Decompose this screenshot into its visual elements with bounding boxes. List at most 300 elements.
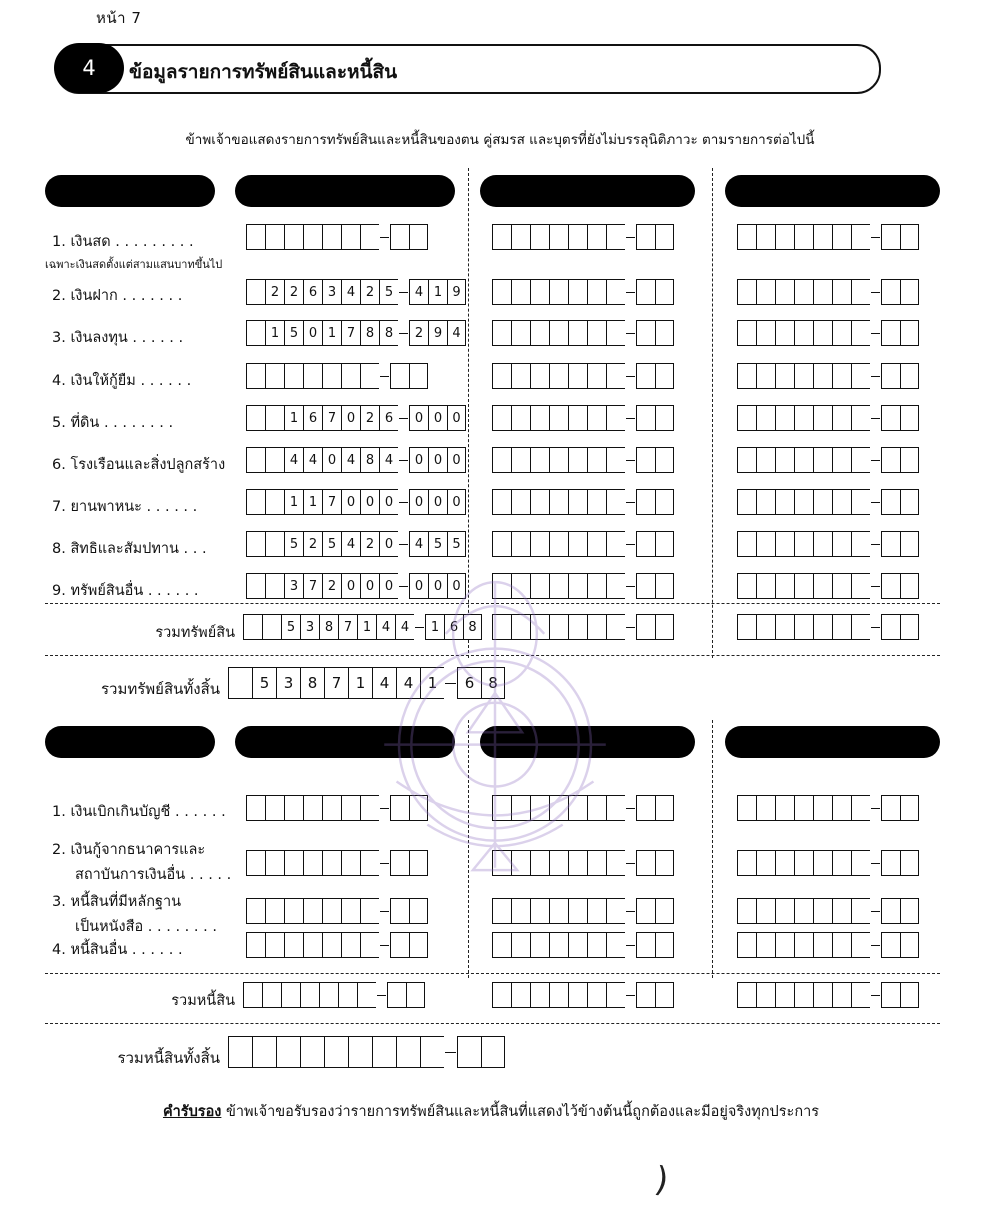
- digit-cell: 4: [379, 447, 398, 473]
- asset-row-label-1: 1. เงินสด . . . . . . . . .: [52, 234, 194, 250]
- digit-cell: [606, 224, 625, 250]
- digit-cell: [636, 489, 655, 515]
- digit-cell: [341, 850, 360, 876]
- digit-cell: 0: [447, 573, 466, 599]
- digit-cell: [341, 224, 360, 250]
- digit-cell: [655, 614, 674, 640]
- digit-cell: [511, 573, 530, 599]
- digit-cell: [851, 405, 870, 431]
- digit-cell: [832, 982, 851, 1008]
- assets-total-col3[interactable]: [737, 614, 919, 640]
- liability-amount-col2-row3[interactable]: [492, 898, 674, 924]
- digit-cell: 4: [409, 531, 428, 557]
- asset-amount-col2-row1[interactable]: [492, 224, 674, 250]
- asset-row-label-6: 6. โรงเรือนและสิ่งปลูกสร้าง: [52, 457, 226, 473]
- digit-cell: [832, 489, 851, 515]
- asset-amount-col3-row7[interactable]: [737, 489, 919, 515]
- asset-amount-col2-row6[interactable]: [492, 447, 674, 473]
- asset-amount-col1-row8[interactable]: [246, 531, 466, 557]
- digit-cell: [284, 795, 303, 821]
- digit-cell: [549, 573, 568, 599]
- digit-cell: [262, 982, 281, 1008]
- asset-amount-col2-row2[interactable]: [492, 279, 674, 305]
- digit-cell: [655, 898, 674, 924]
- liability-amount-col1-row3[interactable]: [246, 898, 428, 924]
- digit-cell: [587, 405, 606, 431]
- asset-amount-col2-row7[interactable]: [492, 489, 674, 515]
- digit-cell: [549, 795, 568, 821]
- digit-cell: [655, 982, 674, 1008]
- digit-cell: [851, 447, 870, 473]
- digit-cell: 8: [360, 320, 379, 346]
- digit-cell: [530, 898, 549, 924]
- digit-cell: [900, 932, 919, 958]
- digit-cell: [587, 982, 606, 1008]
- digit-cell: [406, 982, 425, 1008]
- assets-total-col1[interactable]: [243, 614, 482, 640]
- liability-amount-col3-row1[interactable]: [737, 795, 919, 821]
- digit-cell: [246, 850, 265, 876]
- digit-cell: [606, 363, 625, 389]
- dash-separator: [870, 489, 881, 515]
- digit-cell: [636, 447, 655, 473]
- digit-cell: [900, 224, 919, 250]
- digit-cell: 0: [409, 573, 428, 599]
- assets-total-col2[interactable]: [492, 614, 674, 640]
- digit-cell: [813, 320, 832, 346]
- digit-cell: [549, 320, 568, 346]
- liability-amount-col1-row4[interactable]: [246, 932, 428, 958]
- digit-cell: 7: [322, 489, 341, 515]
- digit-cell: [324, 1036, 348, 1068]
- digit-cell: 0: [379, 531, 398, 557]
- asset-amount-col3-row1[interactable]: [737, 224, 919, 250]
- liability-amount-col1-row1[interactable]: [246, 795, 428, 821]
- digit-cell: [775, 850, 794, 876]
- digit-cell: [360, 850, 379, 876]
- dash-separator: [870, 224, 881, 250]
- digit-cell: [794, 795, 813, 821]
- digit-cell: [900, 279, 919, 305]
- digit-cell: 9: [428, 320, 447, 346]
- digit-cell: 0: [428, 489, 447, 515]
- digit-cell: [881, 320, 900, 346]
- dash-separator: [398, 320, 409, 346]
- asset-amount-col3-row8[interactable]: [737, 531, 919, 557]
- asset-amount-col1-row4[interactable]: [246, 363, 428, 389]
- dash-separator: [870, 850, 881, 876]
- asset-amount-col1-row6[interactable]: [246, 447, 466, 473]
- assets-total-label: รวมทรัพย์สิน: [155, 625, 235, 641]
- digit-cell: 0: [447, 405, 466, 431]
- digit-cell: [387, 982, 406, 1008]
- digit-cell: [372, 1036, 396, 1068]
- asset-amount-col2-row8[interactable]: [492, 531, 674, 557]
- digit-cell: 6: [303, 279, 322, 305]
- digit-cell: [587, 898, 606, 924]
- digit-cell: [265, 405, 284, 431]
- digit-cell: [832, 279, 851, 305]
- asset-row-label-9: 9. ทรัพย์สินอื่น . . . . . .: [52, 583, 199, 599]
- asset-amount-col2-row4[interactable]: [492, 363, 674, 389]
- liability-amount-col3-row4[interactable]: [737, 932, 919, 958]
- digit-cell: [813, 982, 832, 1008]
- digit-cell: [511, 489, 530, 515]
- asset-amount-col2-row5[interactable]: [492, 405, 674, 431]
- digit-cell: [851, 489, 870, 515]
- digit-cell: [530, 982, 549, 1008]
- digit-cell: [851, 320, 870, 346]
- liability-amount-col2-row4[interactable]: [492, 932, 674, 958]
- digit-cell: [737, 614, 756, 640]
- dash-separator: [444, 667, 457, 699]
- digit-cell: 0: [341, 489, 360, 515]
- digit-cell: [900, 320, 919, 346]
- dash-separator: [625, 898, 636, 924]
- asset-amount-col2-row3[interactable]: [492, 320, 674, 346]
- digit-cell: [303, 898, 322, 924]
- asset-amount-col1-row9[interactable]: [246, 573, 466, 599]
- digit-cell: [549, 531, 568, 557]
- asset-amount-col3-row3[interactable]: [737, 320, 919, 346]
- dash-separator: [414, 614, 425, 640]
- digit-cell: [813, 489, 832, 515]
- digit-cell: [265, 531, 284, 557]
- digit-cell: [737, 405, 756, 431]
- dash-separator: [870, 573, 881, 599]
- digit-cell: [492, 982, 511, 1008]
- digit-cell: [606, 932, 625, 958]
- dash-separator: [625, 531, 636, 557]
- digit-cell: [246, 447, 265, 473]
- digit-cell: 5: [447, 531, 466, 557]
- dash-separator: [379, 932, 390, 958]
- digit-cell: [481, 1036, 505, 1068]
- digit-cell: [549, 363, 568, 389]
- digit-cell: [360, 795, 379, 821]
- digit-cell: [813, 279, 832, 305]
- digit-cell: [265, 573, 284, 599]
- digit-cell: [737, 363, 756, 389]
- redaction-bar-liabilities-col3: [480, 726, 695, 758]
- digit-cell: [568, 489, 587, 515]
- digit-cell: [851, 932, 870, 958]
- asset-amount-col3-row9[interactable]: [737, 573, 919, 599]
- digit-cell: 0: [303, 320, 322, 346]
- digit-cell: [832, 320, 851, 346]
- digit-cell: 5: [284, 320, 303, 346]
- dash-separator: [870, 795, 881, 821]
- digit-cell: [243, 982, 262, 1008]
- digit-cell: [655, 224, 674, 250]
- digit-cell: 8: [481, 667, 505, 699]
- column-separator-liabilities-2: [712, 720, 713, 978]
- digit-cell: [606, 489, 625, 515]
- digit-cell: [511, 363, 530, 389]
- digit-cell: 7: [324, 667, 348, 699]
- liabilities-total-col2[interactable]: [492, 982, 674, 1008]
- digit-cell: 0: [428, 447, 447, 473]
- digit-cell: [587, 850, 606, 876]
- digit-cell: [794, 932, 813, 958]
- digit-cell: [655, 531, 674, 557]
- digit-cell: [587, 795, 606, 821]
- digit-cell: [606, 320, 625, 346]
- dash-separator: [625, 405, 636, 431]
- liabilities-total-col3[interactable]: [737, 982, 919, 1008]
- digit-cell: [549, 932, 568, 958]
- dash-separator: [625, 279, 636, 305]
- digit-cell: [756, 795, 775, 821]
- digit-cell: [636, 850, 655, 876]
- digit-cell: [549, 898, 568, 924]
- liability-amount-col3-row2[interactable]: [737, 850, 919, 876]
- digit-cell: [300, 982, 319, 1008]
- digit-cell: [228, 667, 252, 699]
- digit-cell: [322, 363, 341, 389]
- dash-separator: [444, 1036, 457, 1068]
- digit-cell: [511, 982, 530, 1008]
- digit-cell: [262, 614, 281, 640]
- digit-cell: 4: [341, 279, 360, 305]
- digit-cell: 7: [303, 573, 322, 599]
- dash-separator: [625, 447, 636, 473]
- digit-cell: [530, 531, 549, 557]
- digit-cell: [636, 405, 655, 431]
- digit-cell: [252, 1036, 276, 1068]
- digit-cell: [390, 795, 409, 821]
- digit-cell: [492, 573, 511, 599]
- liability-amount-col3-row3[interactable]: [737, 898, 919, 924]
- digit-cell: [587, 531, 606, 557]
- digit-cell: [636, 531, 655, 557]
- digit-cell: [832, 795, 851, 821]
- digit-cell: [775, 614, 794, 640]
- column-separator-assets-2: [712, 168, 713, 658]
- dash-separator: [379, 898, 390, 924]
- asset-amount-col1-row1[interactable]: [246, 224, 428, 250]
- digit-cell: 2: [360, 405, 379, 431]
- digit-cell: [900, 447, 919, 473]
- digit-cell: [606, 614, 625, 640]
- digit-cell: [246, 363, 265, 389]
- digit-cell: [900, 850, 919, 876]
- digit-cell: [881, 573, 900, 599]
- redaction-bar-assets-col4: [725, 175, 940, 207]
- digit-cell: [587, 279, 606, 305]
- digit-cell: [794, 982, 813, 1008]
- digit-cell: [530, 363, 549, 389]
- digit-cell: [549, 850, 568, 876]
- asset-amount-col1-row5[interactable]: [246, 405, 466, 431]
- digit-cell: 2: [409, 320, 428, 346]
- digit-cell: [420, 1036, 444, 1068]
- digit-cell: [511, 850, 530, 876]
- digit-cell: [813, 932, 832, 958]
- digit-cell: [655, 279, 674, 305]
- digit-cell: [900, 573, 919, 599]
- digit-cell: [737, 489, 756, 515]
- asset-amount-col3-row2[interactable]: [737, 279, 919, 305]
- liability-amount-col2-row2[interactable]: [492, 850, 674, 876]
- digit-cell: [881, 224, 900, 250]
- assets-grand-total-label: รวมทรัพย์สินทั้งสิ้น: [100, 680, 220, 698]
- digit-cell: [851, 531, 870, 557]
- dash-separator: [870, 982, 881, 1008]
- assets-grand-total-amount[interactable]: [228, 667, 505, 699]
- digit-cell: [568, 531, 587, 557]
- digit-cell: 2: [360, 279, 379, 305]
- digit-cell: [636, 614, 655, 640]
- digit-cell: [587, 489, 606, 515]
- digit-cell: 3: [284, 573, 303, 599]
- digit-cell: [655, 320, 674, 346]
- digit-cell: [775, 795, 794, 821]
- liability-row-label-3: 3. หนี้สินที่มีหลักฐาน: [52, 894, 182, 910]
- digit-cell: [900, 982, 919, 1008]
- dash-separator: [625, 614, 636, 640]
- digit-cell: [832, 573, 851, 599]
- digit-cell: [319, 982, 338, 1008]
- digit-cell: [322, 898, 341, 924]
- digit-cell: [813, 898, 832, 924]
- digit-cell: 4: [372, 667, 396, 699]
- dash-separator: [625, 932, 636, 958]
- digit-cell: [832, 932, 851, 958]
- liability-amount-col1-row2[interactable]: [246, 850, 428, 876]
- digit-cell: [246, 224, 265, 250]
- digit-cell: [360, 932, 379, 958]
- digit-cell: [511, 531, 530, 557]
- liabilities-grand-total-amount[interactable]: [228, 1036, 505, 1068]
- digit-cell: [587, 320, 606, 346]
- digit-cell: 0: [360, 573, 379, 599]
- digit-cell: 1: [425, 614, 444, 640]
- redaction-bar-assets-col1: [45, 175, 215, 207]
- digit-cell: [881, 405, 900, 431]
- dash-separator: [398, 489, 409, 515]
- digit-cell: 4: [396, 667, 420, 699]
- digit-cell: [530, 850, 549, 876]
- digit-cell: 3: [322, 279, 341, 305]
- digit-cell: [881, 363, 900, 389]
- digit-cell: [756, 363, 775, 389]
- digit-cell: 4: [341, 531, 360, 557]
- digit-cell: [794, 614, 813, 640]
- digit-cell: [492, 531, 511, 557]
- digit-cell: [390, 898, 409, 924]
- digit-cell: [756, 932, 775, 958]
- digit-cell: [568, 224, 587, 250]
- digit-cell: [756, 614, 775, 640]
- liability-row-label-1: 1. เงินเบิกเกินบัญชี . . . . . .: [52, 804, 226, 820]
- digit-cell: [832, 531, 851, 557]
- asset-amount-col3-row5[interactable]: [737, 405, 919, 431]
- asset-amount-col1-row2[interactable]: [246, 279, 466, 305]
- asset-amount-col3-row6[interactable]: [737, 447, 919, 473]
- digit-cell: [737, 531, 756, 557]
- digit-cell: [655, 447, 674, 473]
- digit-cell: [511, 405, 530, 431]
- asset-amount-col1-row3[interactable]: [246, 320, 466, 346]
- digit-cell: [341, 898, 360, 924]
- digit-cell: 2: [360, 531, 379, 557]
- digit-cell: [636, 898, 655, 924]
- digit-cell: [900, 898, 919, 924]
- digit-cell: [851, 363, 870, 389]
- digit-cell: [246, 898, 265, 924]
- digit-cell: [737, 898, 756, 924]
- digit-cell: [511, 279, 530, 305]
- digit-cell: [655, 405, 674, 431]
- liabilities-total-col1[interactable]: [243, 982, 425, 1008]
- digit-cell: [881, 614, 900, 640]
- asset-amount-col1-row7[interactable]: [246, 489, 466, 515]
- digit-cell: [360, 363, 379, 389]
- digit-cell: [775, 573, 794, 599]
- digit-cell: [655, 932, 674, 958]
- digit-cell: [568, 898, 587, 924]
- digit-cell: [409, 932, 428, 958]
- digit-cell: [851, 850, 870, 876]
- digit-cell: [246, 320, 265, 346]
- digit-cell: [568, 850, 587, 876]
- digit-cell: [530, 932, 549, 958]
- digit-cell: 2: [284, 279, 303, 305]
- digit-cell: [341, 363, 360, 389]
- digit-cell: 0: [447, 489, 466, 515]
- digit-cell: [568, 982, 587, 1008]
- asset-amount-col2-row9[interactable]: [492, 573, 674, 599]
- digit-cell: [881, 898, 900, 924]
- digit-cell: [492, 447, 511, 473]
- digit-cell: [357, 982, 376, 1008]
- digit-cell: [794, 279, 813, 305]
- section-intro-text: ข้าพเจ้าขอแสดงรายการทรัพย์สินและหนี้สินของตน คู่สมรส และบุตรที่ยังไม่บรรลุนิติภาวะ ตามรายการต่อไปนี้: [185, 132, 815, 148]
- digit-cell: 0: [379, 573, 398, 599]
- digit-cell: [832, 224, 851, 250]
- digit-cell: [284, 363, 303, 389]
- digit-cell: 4: [409, 279, 428, 305]
- digit-cell: [756, 279, 775, 305]
- liability-amount-col2-row1[interactable]: [492, 795, 674, 821]
- digit-cell: [606, 850, 625, 876]
- redaction-bar-assets-col2: [235, 175, 455, 207]
- digit-cell: [341, 932, 360, 958]
- digit-cell: 5: [428, 531, 447, 557]
- dash-separator: [379, 850, 390, 876]
- digit-cell: [851, 982, 870, 1008]
- digit-cell: [775, 982, 794, 1008]
- asset-amount-col3-row4[interactable]: [737, 363, 919, 389]
- redaction-bar-liabilities-col4: [725, 726, 940, 758]
- digit-cell: [606, 982, 625, 1008]
- digit-cell: [606, 405, 625, 431]
- digit-cell: [360, 898, 379, 924]
- liabilities-grand-total-divider: [45, 1023, 940, 1024]
- asset-row-label-8: 8. สิทธิและสัมปทาน . . .: [52, 541, 207, 557]
- dash-separator: [870, 932, 881, 958]
- digit-cell: [775, 489, 794, 515]
- digit-cell: [756, 489, 775, 515]
- digit-cell: [511, 795, 530, 821]
- assets-total-divider: [45, 603, 940, 604]
- digit-cell: [832, 363, 851, 389]
- digit-cell: [265, 898, 284, 924]
- digit-cell: [775, 363, 794, 389]
- digit-cell: 1: [284, 489, 303, 515]
- dash-separator: [398, 447, 409, 473]
